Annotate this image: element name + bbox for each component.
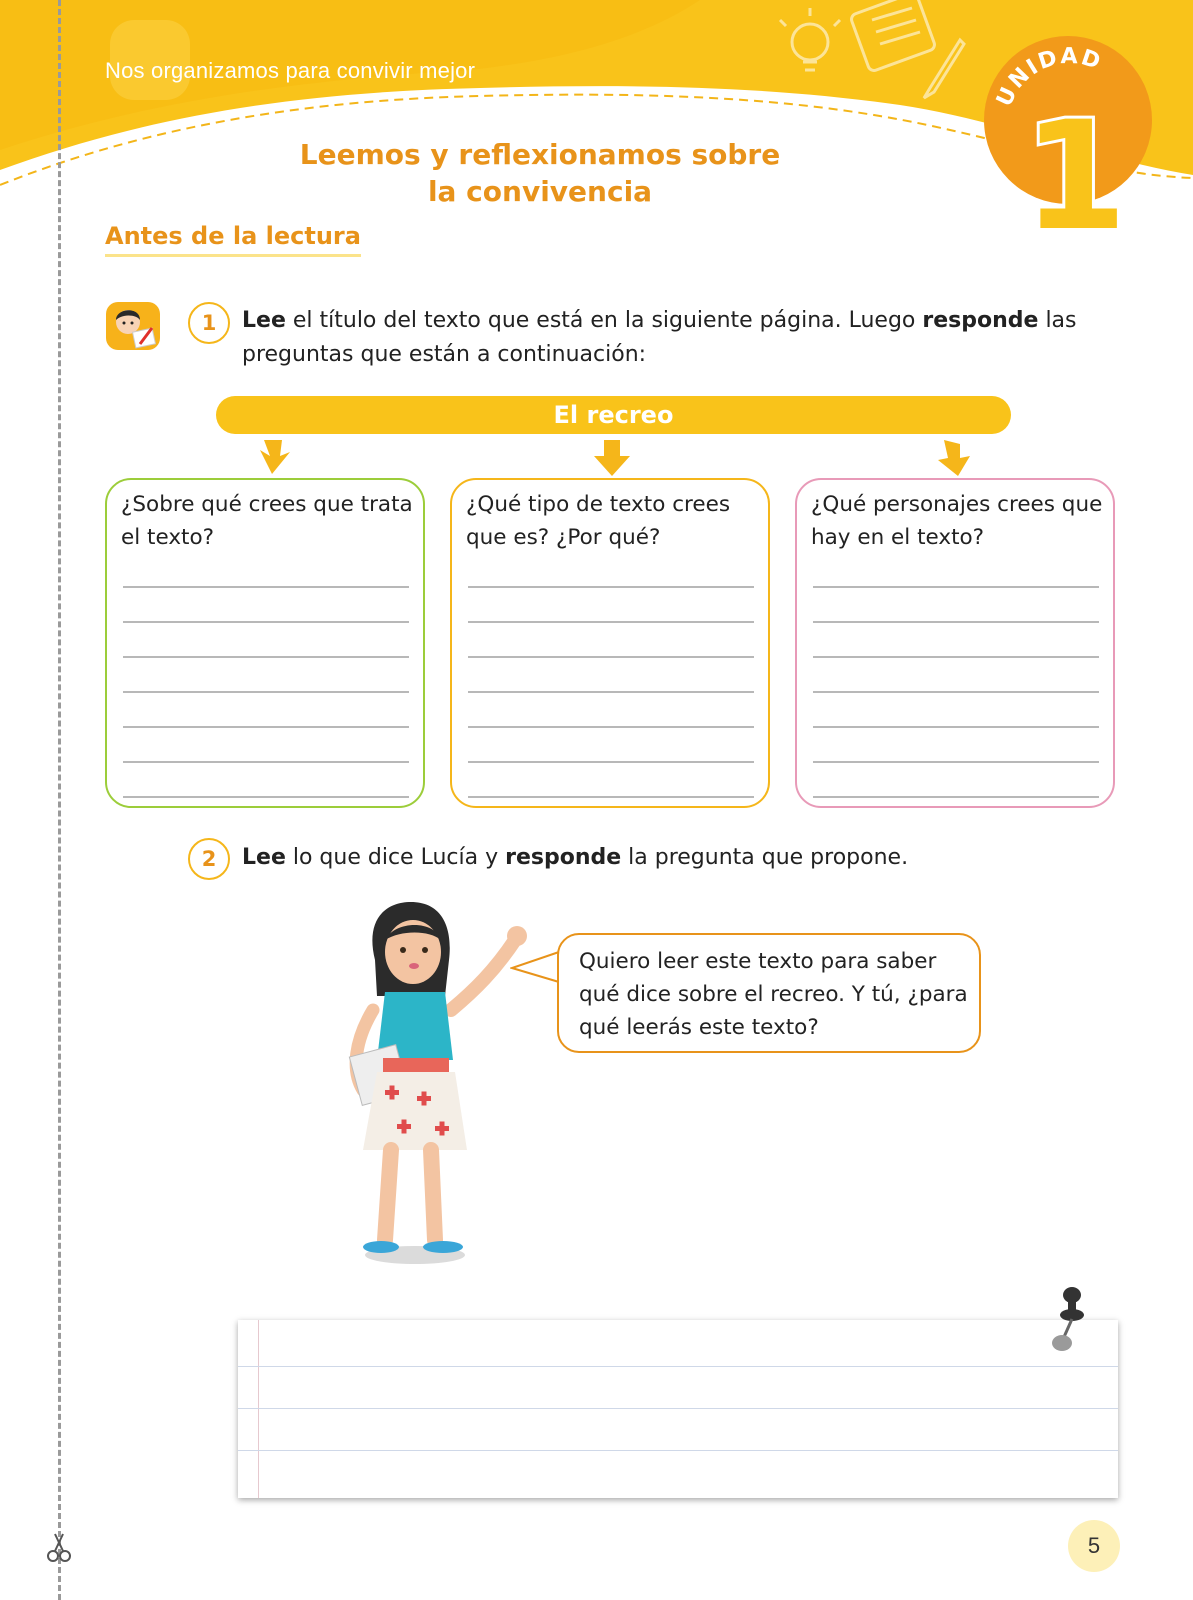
question-2-verb-read: Lee (242, 845, 286, 870)
section-heading: Antes de la lectura (105, 222, 361, 257)
writing-line (813, 796, 1099, 798)
writing-line (813, 761, 1099, 763)
scissors-icon (46, 1532, 72, 1564)
arrow-down-icon (260, 440, 290, 474)
writing-line (123, 691, 409, 693)
unit-badge-label: UNIDAD (992, 44, 1106, 111)
writing-line (123, 586, 409, 588)
writing-line (468, 726, 754, 728)
writing-line (813, 726, 1099, 728)
writing-line (468, 691, 754, 693)
writing-line (123, 761, 409, 763)
writing-line (123, 656, 409, 658)
question-1-instruction (242, 304, 1082, 372)
writing-line (123, 621, 409, 623)
reading-title-banner: El recreo (216, 396, 1011, 434)
question-1-verb-answer: responde (922, 308, 1039, 333)
arrow-down-icon (594, 440, 630, 476)
page-title-line-2: la convivencia (427, 175, 653, 208)
page-title (250, 136, 830, 210)
notepad-line (238, 1366, 1118, 1367)
writing-line (468, 656, 754, 658)
answer-box-topic[interactable] (105, 478, 425, 808)
header-banner (0, 0, 1193, 260)
arrow-down-icon (938, 440, 970, 476)
answer-box-text-type[interactable] (450, 478, 770, 808)
writing-line (123, 726, 409, 728)
question-1-verb-read: Lee (242, 308, 286, 333)
question-2-instruction (242, 841, 1082, 875)
page-number: 5 (1068, 1520, 1120, 1572)
writing-line (123, 796, 409, 798)
question-number-1: 1 (188, 302, 230, 344)
notepad-margin (258, 1320, 259, 1498)
notepad-line (238, 1450, 1118, 1451)
answer-box-topic-question: ¿Sobre qué crees que trata el texto? (121, 492, 413, 550)
page-title-line-1: Leemos y reflexionamos sobre (299, 138, 781, 171)
speech-bubble-text: Quiero leer este texto para saber qué dice sobre el recreo. Y tú, ¿para qué leerás este texto? (579, 949, 968, 1040)
writing-line (468, 621, 754, 623)
pushpin-icon (1050, 1285, 1094, 1355)
answer-box-characters[interactable] (795, 478, 1115, 808)
writing-child-icon (104, 300, 162, 352)
cut-line (58, 0, 61, 1600)
writing-line (813, 621, 1099, 623)
writing-line (468, 586, 754, 588)
unit-badge-number: 1 (1022, 90, 1128, 260)
answer-box-text-type-question: ¿Qué tipo de texto crees que es? ¿Por qué? (466, 492, 731, 550)
question-2-text-b: la pregunta que propone. (621, 845, 909, 870)
speech-bubble (557, 933, 981, 1053)
answer-notepad[interactable] (238, 1320, 1118, 1498)
question-1-text-a: el título del texto que está en la siguiente página. Luego (285, 308, 923, 333)
writing-line (468, 796, 754, 798)
question-2-text-a: lo que dice Lucía y (285, 845, 506, 870)
unit-title: Nos organizamos para convivir mejor (105, 58, 476, 83)
writing-line (813, 656, 1099, 658)
writing-line (813, 586, 1099, 588)
speech-bubble-tail (510, 950, 562, 990)
question-1-text-b: las preguntas que están a continuación: (242, 308, 1077, 367)
notepad-line (238, 1408, 1118, 1409)
arrows (0, 438, 1193, 478)
question-number-2: 2 (188, 838, 230, 880)
answer-box-characters-question: ¿Qué personajes crees que hay en el texto? (811, 492, 1103, 550)
writing-line (813, 691, 1099, 693)
question-2-verb-answer: responde (505, 845, 622, 870)
writing-line (468, 761, 754, 763)
